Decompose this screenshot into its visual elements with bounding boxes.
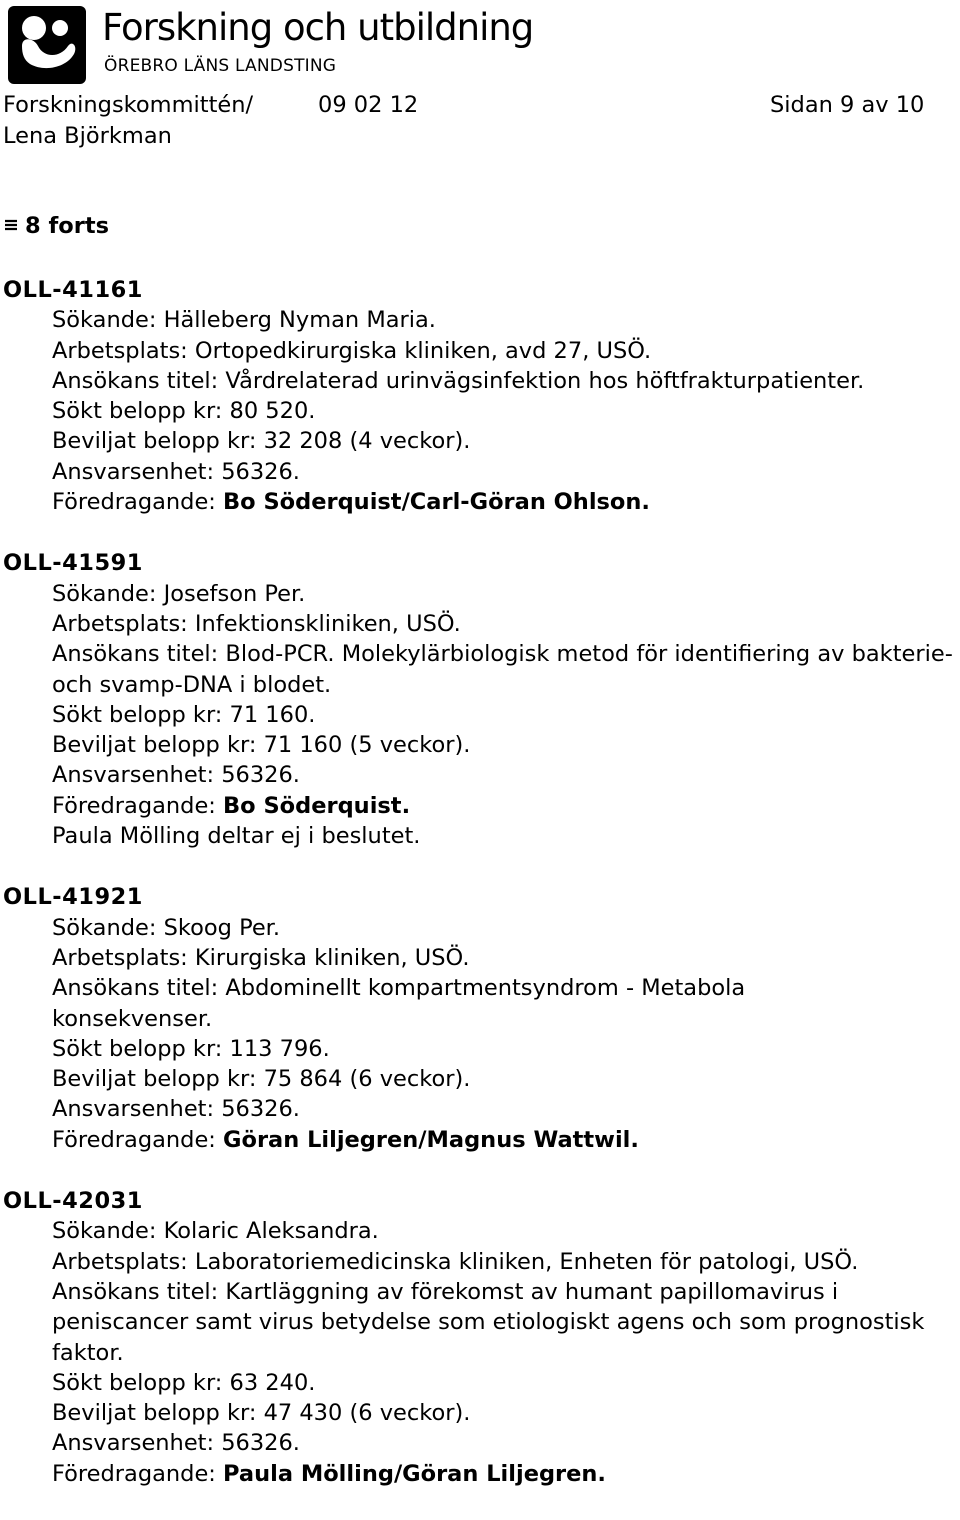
applicant: Sökande: Skoog Per. bbox=[52, 914, 281, 941]
workplace: Arbetsplats: Ortopedkirurgiska kliniken, avd 27, USÖ. bbox=[52, 337, 652, 364]
section-bullet-icon bbox=[3, 213, 25, 239]
application-id: OLL-42031 bbox=[3, 1188, 143, 1215]
application-id: OLL-41161 bbox=[3, 277, 143, 303]
application-details bbox=[3, 913, 953, 1155]
presenter bbox=[52, 1459, 953, 1489]
presenter bbox=[52, 791, 953, 821]
presenter-name: Göran Liljegren/Magnus Wattwil. bbox=[223, 1126, 639, 1153]
workplace: Arbetsplats: Infektionskliniken, USÖ. bbox=[52, 610, 461, 637]
application-entry bbox=[3, 1186, 953, 1489]
org-subtitle: ÖREBRO LÄNS LANDSTING bbox=[104, 56, 337, 76]
application-id: OLL-41921 bbox=[3, 884, 143, 911]
responsible-unit: Ansvarsenhet: 56326. bbox=[52, 1430, 300, 1457]
presenter bbox=[52, 1125, 953, 1155]
application-details bbox=[3, 305, 953, 517]
applicant: Sökande: Hälleberg Nyman Maria. bbox=[52, 307, 436, 334]
header-committee: Forskningskommittén/ bbox=[3, 92, 254, 118]
requested-amount: Sökt belopp kr: 80 520. bbox=[52, 398, 316, 425]
recusal-note: Paula Mölling deltar ej i beslutet. bbox=[52, 823, 421, 850]
requested-amount: Sökt belopp kr: 63 240. bbox=[52, 1369, 316, 1396]
application-entry bbox=[3, 548, 953, 851]
application-title: Ansökans titel: Blod-PCR. Molekylärbiologisk metod för identifiering av bakterie- och svamp-DNA i blodet. bbox=[52, 641, 953, 698]
applicant: Sökande: Kolaric Aleksandra. bbox=[52, 1218, 379, 1245]
org-name: Forskning och utbildning bbox=[102, 6, 534, 49]
workplace: Arbetsplats: Laboratoriemedicinska kliniken, Enheten för patologi, USÖ. bbox=[52, 1248, 859, 1275]
section-heading bbox=[3, 213, 109, 239]
landsting-logo-icon bbox=[8, 6, 86, 84]
responsible-unit: Ansvarsenhet: 56326. bbox=[52, 762, 300, 789]
granted-amount: Beviljat belopp kr: 32 208 (4 veckor). bbox=[52, 428, 471, 455]
header-author: Lena Björkman bbox=[3, 123, 172, 149]
requested-amount: Sökt belopp kr: 113 796. bbox=[52, 1035, 330, 1062]
logo bbox=[8, 4, 534, 84]
workplace: Arbetsplats: Kirurgiska kliniken, USÖ. bbox=[52, 944, 470, 971]
application-entry bbox=[3, 882, 953, 1155]
responsible-unit: Ansvarsenhet: 56326. bbox=[52, 1096, 300, 1123]
header-date: 09 02 12 bbox=[318, 92, 419, 118]
presenter-name: Bo Söderquist/Carl-Göran Ohlson. bbox=[223, 489, 650, 516]
presenter-name: Paula Mölling/Göran Liljegren. bbox=[223, 1460, 606, 1487]
presenter-label: Föredragande: bbox=[52, 489, 224, 516]
application-title: Ansökans titel: Kartläggning av förekomst av humant papillomavirus i peniscancer samt virus betydelse som etiologiskt agens och som prognostisk faktor. bbox=[52, 1278, 925, 1366]
granted-amount: Beviljat belopp kr: 75 864 (6 veckor). bbox=[52, 1066, 471, 1093]
application-id: OLL-41591 bbox=[3, 550, 143, 577]
application-title: Ansökans titel: Abdominellt kompartmentsyndrom - Metabola konsekvenser. bbox=[52, 975, 746, 1032]
application-details bbox=[3, 579, 953, 852]
presenter-label: Föredragande: bbox=[52, 792, 224, 819]
presenter-name: Bo Söderquist. bbox=[223, 792, 411, 819]
application-title: Ansökans titel: Vårdrelaterad urinvägsinfektion hos höftfrakturpatienter. bbox=[52, 367, 865, 394]
presenter-label: Föredragande: bbox=[52, 1460, 224, 1487]
responsible-unit: Ansvarsenhet: 56326. bbox=[52, 458, 300, 485]
section-heading-text: 8 forts bbox=[25, 213, 109, 239]
granted-amount: Beviljat belopp kr: 47 430 (6 veckor). bbox=[52, 1400, 471, 1427]
application-entry bbox=[3, 275, 953, 517]
header-page-number: Sidan 9 av 10 bbox=[770, 92, 925, 118]
applicant: Sökande: Josefson Per. bbox=[52, 580, 306, 607]
granted-amount: Beviljat belopp kr: 71 160 (5 veckor). bbox=[52, 732, 471, 759]
application-details bbox=[3, 1216, 953, 1489]
presenter bbox=[52, 487, 953, 517]
application-list bbox=[3, 275, 953, 1520]
requested-amount: Sökt belopp kr: 71 160. bbox=[52, 701, 316, 728]
presenter-label: Föredragande: bbox=[52, 1126, 224, 1153]
